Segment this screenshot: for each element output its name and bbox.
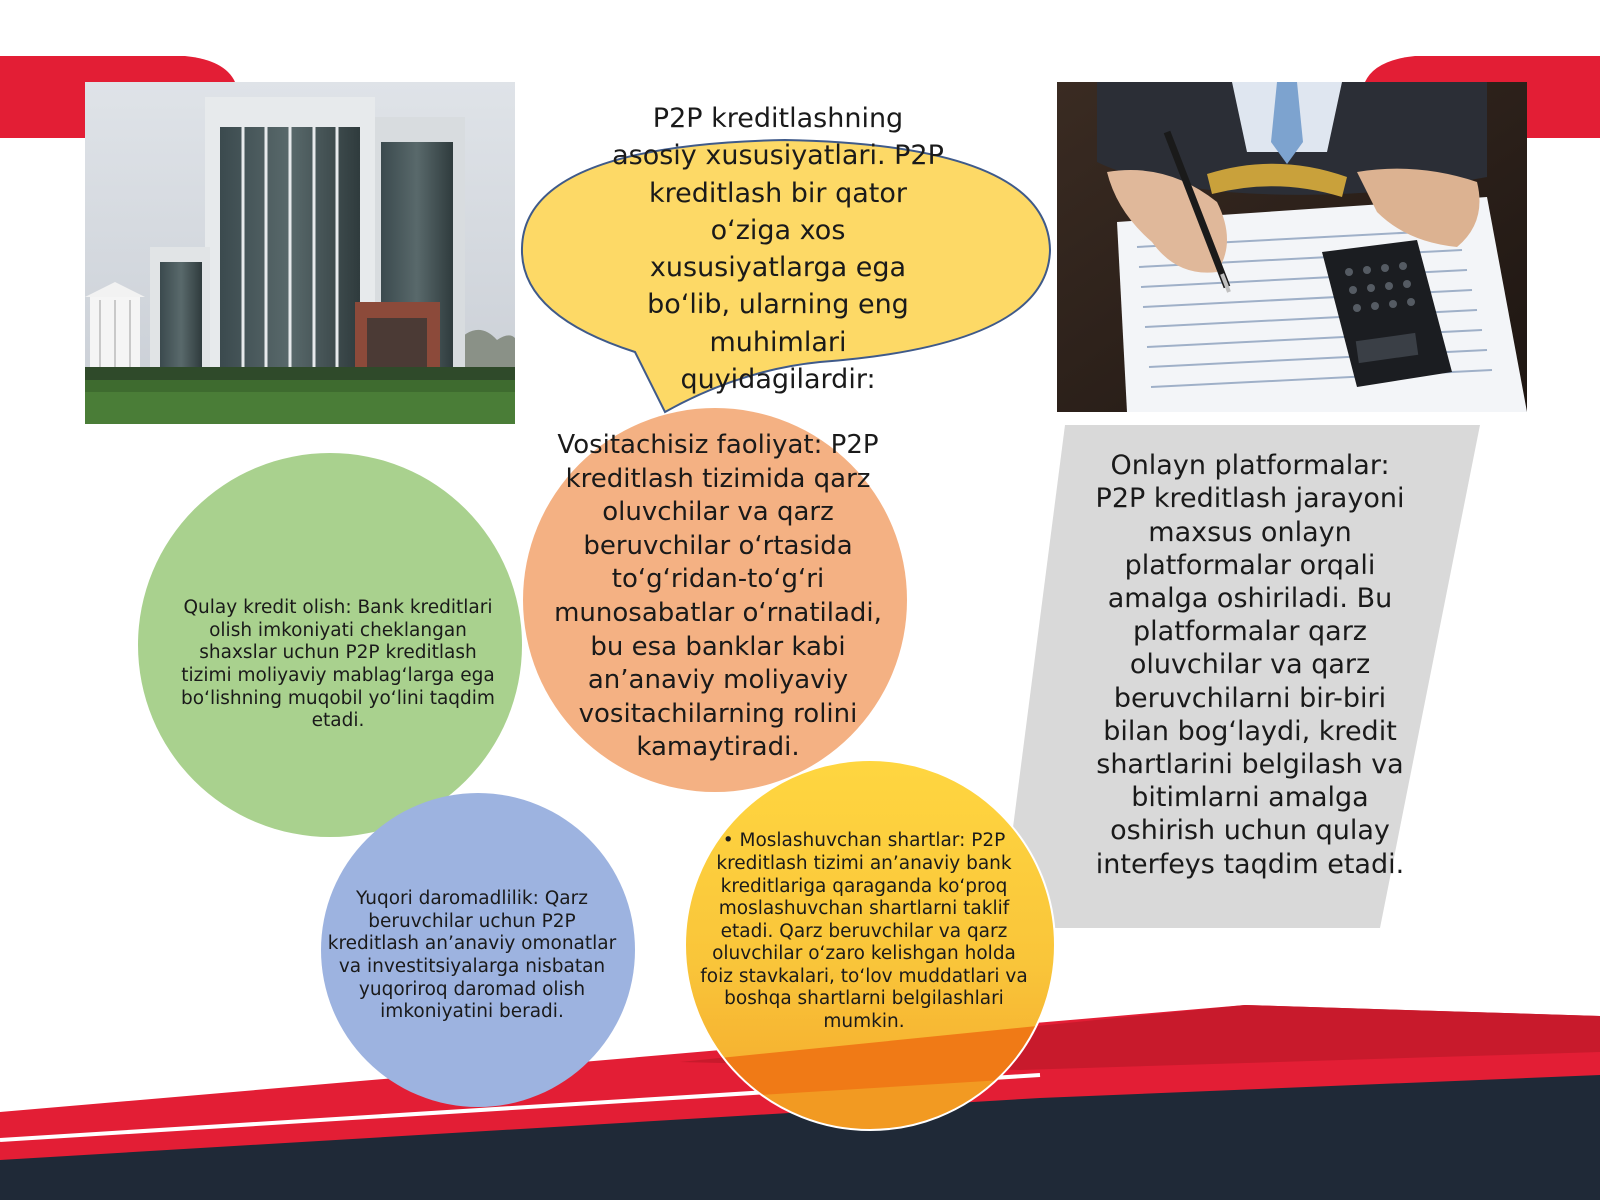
intermediary-circle-text: Vositachisiz faoliyat: P2P kreditlash tizimida qarz oluvchilar va qarz beruvchilar o‘rtasida to‘g‘ridan-to‘g‘ri munosabatlar o‘rnatiladi, bu esa banklar kabi an’anaviy moliyaviy vositachilarning rolini kamaytiradi. [554,430,882,763]
convenient-credit-circle-text: Qulay kredit olish: Bank kreditlari olish imkoniyati cheklangan shaxslar uchun P2P kreditlash tizimi moliyaviy mablag‘larga ega bo‘lishning muqobil yo‘lini taqdim etadi. [181,597,495,732]
online-platforms-panel-text: Onlayn platformalar: P2P kreditlash jarayoni maxsus onlayn platformalar orqali amalga oshiriladi. Bu platformalar qarz oluvchilar va qarz beruvchilarni bir-biri bilan bog‘laydi, kredit shartlarini belgilash va bitimlarni amalga oshirish uchun qulay interfeys taqdim etadi. [1095,450,1405,880]
speech-bubble-text: P2P kreditlashning asosiy xususiyatlari. P2P kreditlash bir qator o‘ziga xos xususiyatlarga ega bo‘lib, ularning eng muhimlari quyidagilardir: [612,103,944,395]
high-yield-circle-text: Yuqori daromadlilik: Qarz beruvchilar uchun P2P kreditlash an’anaviy omonatlar va investitsiyalarga nisbatan yuqoriroq daromad olish imkoniyatini beradi. [327,888,617,1023]
flexible-terms-circle-text: • Moslashuvchan shartlar: P2P kreditlash tizimi an’anaviy bank kreditlariga qaraganda ko‘proq moslashuvchan shartlarni taklif etadi. Qarz beruvchilar va qarz oluvchilar o‘zaro kelishgan holda foiz stavkalari, to‘lov muddatlari va boshqa shartlarni belgilashlari mumkin. [700,830,1028,1032]
